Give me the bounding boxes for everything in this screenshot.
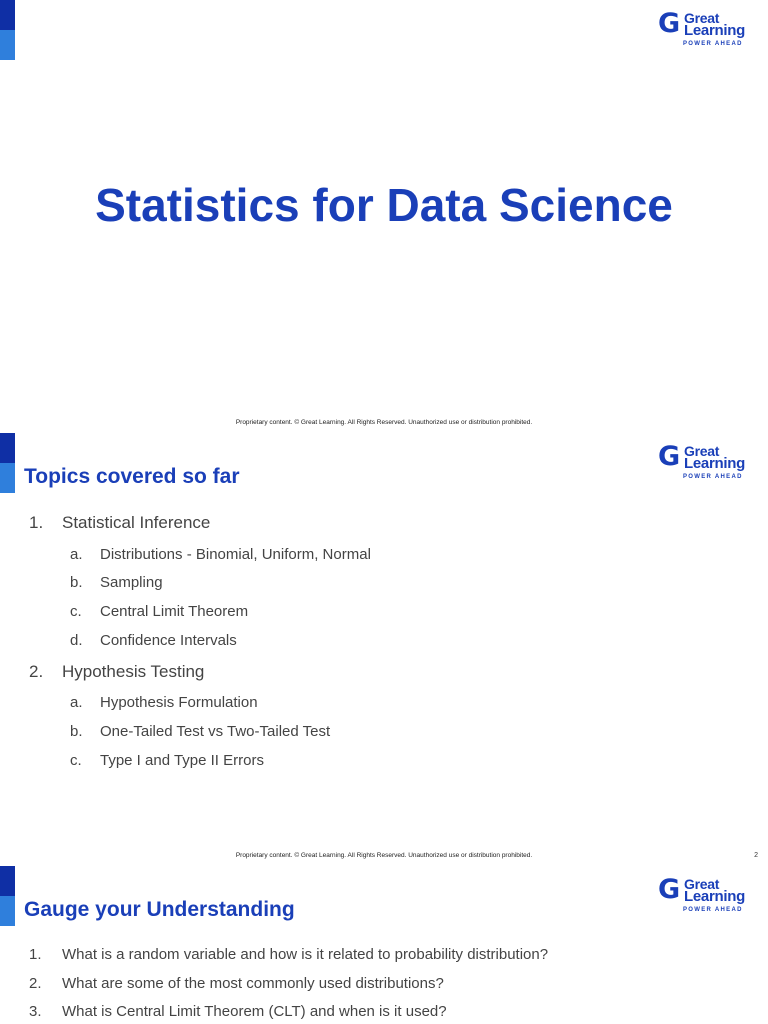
subitem-letter: d.	[70, 632, 83, 649]
slide-title: Statistics for Data Science	[95, 179, 673, 231]
great-learning-logo	[658, 8, 758, 51]
subitem-text: Hypothesis Formulation	[100, 694, 258, 711]
question-text: What are some of the most commonly used distributions?	[62, 975, 444, 992]
item-text: Statistical Inference	[62, 513, 211, 532]
subitem-letter: c.	[70, 752, 82, 769]
subitem-text: Confidence Intervals	[100, 632, 237, 649]
subitem-text: Central Limit Theorem	[100, 603, 249, 620]
accent-bar-dark	[0, 433, 15, 463]
subitem-letter: a.	[70, 694, 83, 711]
accent-bar-dark	[0, 0, 15, 30]
subitem-letter: a.	[70, 546, 83, 563]
subitem-letter: c.	[70, 603, 82, 620]
logo-g-icon: G	[658, 8, 681, 39]
great-learning-logo	[658, 441, 758, 484]
logo-word-great: Great	[684, 10, 720, 26]
logo-word-learning: Learning	[684, 22, 745, 39]
question-number: 3.	[29, 1003, 42, 1020]
title-slide	[0, 0, 768, 432]
topics-slide	[0, 433, 768, 865]
slide-heading: Topics covered so far	[24, 465, 240, 488]
logo-word-great: Great	[684, 443, 720, 459]
item-text: Hypothesis Testing	[62, 662, 205, 681]
footer-copyright: Proprietary content. © Great Learning. All Rights Reserved. Unauthorized use or distribution prohibited.	[235, 419, 533, 426]
subitem-text: Type I and Type II Errors	[100, 752, 264, 769]
logo-g-icon: G	[658, 874, 681, 905]
subitem-text: Sampling	[100, 574, 163, 591]
gauge-slide	[0, 866, 768, 1024]
subitem-letter: b.	[70, 723, 83, 740]
logo-tagline: POWER AHEAD	[683, 907, 743, 913]
great-learning-logo	[658, 874, 758, 917]
logo-g-icon: G	[658, 441, 681, 472]
logo-tagline: POWER AHEAD	[683, 41, 743, 47]
logo-tagline: POWER AHEAD	[683, 474, 743, 480]
page-number: 2	[754, 852, 758, 859]
subitem-text: Distributions - Binomial, Uniform, Normal	[100, 546, 371, 563]
accent-bar-light	[0, 896, 15, 926]
item-number: 1.	[29, 513, 44, 532]
item-number: 2.	[29, 662, 44, 681]
subitem-text: One-Tailed Test vs Two-Tailed Test	[100, 723, 331, 740]
question-number: 1.	[29, 946, 42, 963]
logo-word-great: Great	[684, 876, 720, 892]
accent-bar-dark	[0, 866, 15, 896]
accent-bar-light	[0, 463, 15, 493]
slide-heading: Gauge your Understanding	[24, 898, 295, 921]
accent-bar-light	[0, 30, 15, 60]
question-number: 2.	[29, 975, 42, 992]
footer-copyright: Proprietary content. © Great Learning. All Rights Reserved. Unauthorized use or distribution prohibited.	[235, 852, 533, 859]
question-text: What is Central Limit Theorem (CLT) and when is it used?	[62, 1003, 447, 1020]
logo-word-learning: Learning	[684, 455, 745, 472]
logo-word-learning: Learning	[684, 888, 745, 905]
subitem-letter: b.	[70, 574, 83, 591]
question-text: What is a random variable and how is it related to probability distribution?	[62, 946, 549, 963]
